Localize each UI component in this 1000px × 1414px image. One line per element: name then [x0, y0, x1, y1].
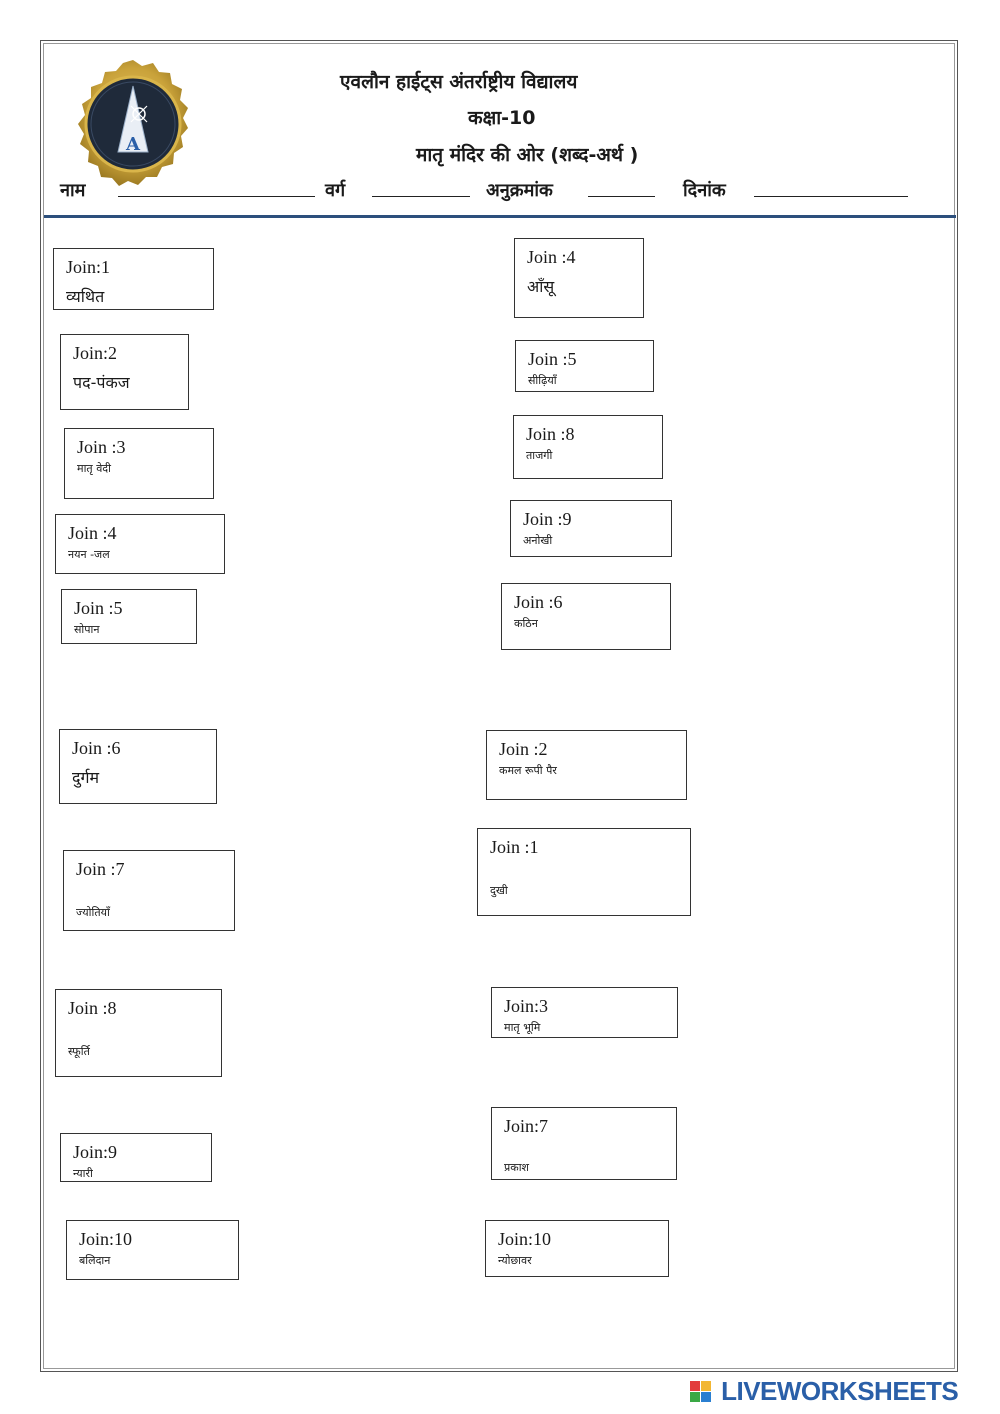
left-card[interactable] [55, 514, 225, 574]
left-card[interactable] [63, 850, 235, 931]
section-label: वर्ग [325, 180, 346, 201]
join-label: Join :8 [68, 998, 117, 1018]
join-label: Join :5 [74, 598, 123, 618]
right-card[interactable] [514, 238, 644, 318]
card-word: मातृ भूमि [504, 1021, 541, 1034]
right-card[interactable] [510, 500, 672, 557]
brand-logo-icon [690, 1381, 712, 1403]
join-label: Join:9 [73, 1142, 118, 1162]
card-word: नयन -जल [68, 548, 110, 561]
card-word: कठिन [514, 617, 538, 630]
school-name: एवलौन हाईट्स अंतर्राष्ट्रीय विद्यालय [340, 71, 578, 93]
left-card[interactable] [55, 989, 222, 1077]
class-name: कक्षा-10 [468, 107, 536, 129]
header-rule [44, 215, 956, 218]
join-label: Join :3 [77, 437, 126, 457]
card-word: न्योछावर [498, 1254, 532, 1267]
join-label: Join :4 [68, 523, 117, 543]
join-label: Join :4 [527, 247, 576, 267]
card-word: दुखी [490, 884, 508, 897]
left-card[interactable] [59, 729, 217, 804]
right-card[interactable] [513, 415, 663, 479]
join-label: Join:1 [66, 257, 111, 277]
card-word: न्यारी [73, 1167, 93, 1180]
card-word: व्यथित [66, 287, 105, 306]
left-card[interactable] [64, 428, 214, 499]
join-label: Join :2 [499, 739, 548, 759]
name-label: नाम [60, 180, 86, 201]
card-word: बलिदान [79, 1254, 111, 1267]
date-label: दिनांक [683, 180, 726, 201]
left-card[interactable] [60, 1133, 212, 1182]
left-card[interactable] [66, 1220, 239, 1280]
join-label: Join :9 [523, 509, 572, 529]
liveworksheets-brand [690, 1376, 958, 1406]
name-blank[interactable] [118, 196, 315, 197]
card-word: स्फूर्ति [68, 1045, 90, 1058]
roll-blank[interactable] [588, 196, 655, 197]
school-logo [62, 58, 204, 190]
join-label: Join:3 [504, 996, 549, 1016]
join-label: Join:7 [504, 1116, 549, 1136]
join-label: Join :7 [76, 859, 125, 879]
card-word: ताजगी [526, 449, 553, 462]
date-blank[interactable] [754, 196, 908, 197]
join-label: Join :6 [72, 738, 121, 758]
card-word: दुर्गम [72, 768, 100, 787]
right-card[interactable] [501, 583, 671, 650]
right-card[interactable] [491, 987, 678, 1038]
join-label: Join :1 [490, 837, 539, 857]
card-word: मातृ वेदी [77, 462, 111, 475]
right-card[interactable] [515, 340, 654, 392]
join-label: Join:2 [73, 343, 118, 363]
right-card[interactable] [491, 1107, 677, 1180]
roll-label: अनुक्रमांक [486, 180, 553, 201]
right-card[interactable] [477, 828, 691, 916]
card-word: पद-पंकज [73, 373, 130, 392]
join-label: Join :8 [526, 424, 575, 444]
logo-letter: A [126, 134, 140, 155]
card-word: अनोखी [523, 534, 553, 547]
join-label: Join :5 [528, 349, 577, 369]
left-card[interactable] [53, 248, 214, 310]
left-card[interactable] [61, 589, 197, 644]
card-word: सीढ़ियाँ [528, 374, 557, 387]
brand-name: LIVEWORKSHEETS [721, 1376, 959, 1406]
chapter-title: मातृ मंदिर की ओर (शब्द-अर्थ ) [416, 144, 639, 166]
section-blank[interactable] [372, 196, 470, 197]
left-card[interactable] [60, 334, 189, 410]
card-word: ज्योतियाँ [76, 906, 110, 919]
right-card[interactable] [486, 730, 687, 800]
card-word: कमल रूपी पैर [499, 764, 557, 777]
join-label: Join:10 [498, 1229, 552, 1249]
right-card[interactable] [485, 1220, 669, 1277]
card-word: आँसू [527, 277, 555, 296]
card-word: सोपान [74, 623, 100, 636]
join-label: Join :6 [514, 592, 563, 612]
card-word: प्रकाश [504, 1161, 530, 1174]
join-label: Join:10 [79, 1229, 133, 1249]
